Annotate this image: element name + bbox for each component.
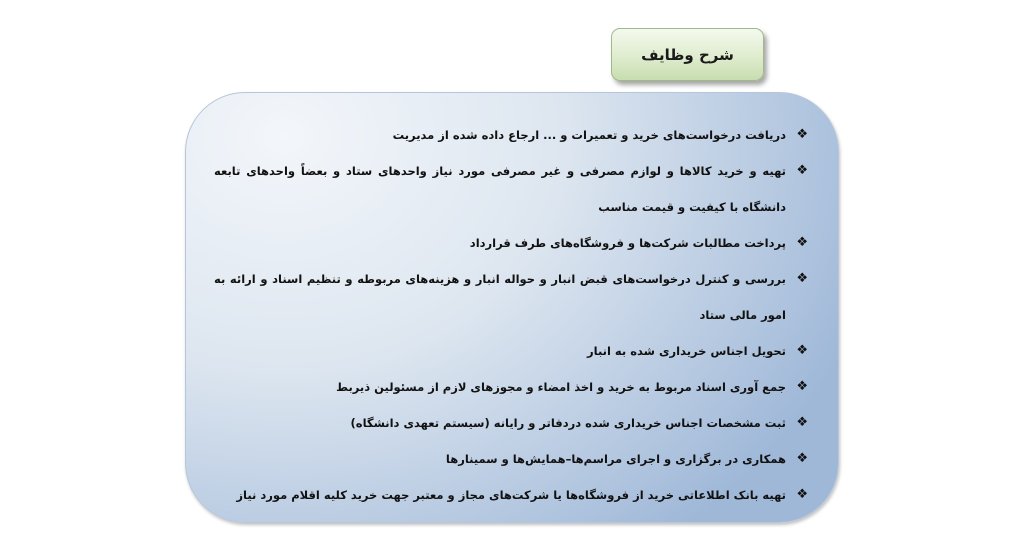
duty-item [214, 261, 808, 333]
diamond-bullet-icon: ❖ [796, 163, 808, 178]
duty-text: جمع آوری اسناد مربوط به خرید و اخذ امضاء و مجوزهای لازم از مسئولین ذیربط [336, 380, 786, 394]
duty-text: همکاری در برگزاری و اجرای مراسم‌ها–همایش‌ها و سمینارها [445, 452, 786, 466]
duty-text: تهیه و خرید کالاها و لوازم مصرفی و غیر مصرفی مورد نیاز واحدهای ستاد و بعضاً واحدهای تابعه دانشگاه با کیفیت و قیمت مناسب [214, 164, 786, 214]
duty-item [214, 333, 808, 369]
duty-text: ثبت مشخصات اجناس خریداری شده دردفاتر و رایانه (سیستم تعهدی دانشگاه) [350, 416, 786, 430]
duty-text: پرداخت مطالبات شرکت‌ها و فروشگاه‌های طرف قرارداد [469, 236, 786, 250]
diamond-bullet-icon: ❖ [796, 235, 808, 250]
duty-item [214, 477, 808, 513]
diamond-bullet-icon: ❖ [796, 451, 808, 466]
page-title: شرح وظایف [641, 45, 734, 64]
diamond-bullet-icon: ❖ [796, 415, 808, 430]
diamond-bullet-icon: ❖ [796, 487, 808, 502]
duty-item [214, 153, 808, 225]
duties-list [214, 117, 808, 513]
duty-item [214, 441, 808, 477]
duty-item [214, 405, 808, 441]
duties-panel [185, 92, 839, 523]
duty-text: دریافت درخواست‌های خرید و تعمیرات و ... ارجاع داده شده از مدیریت [392, 128, 786, 142]
duty-item [214, 225, 808, 261]
diamond-bullet-icon: ❖ [796, 379, 808, 394]
diamond-bullet-icon: ❖ [796, 343, 808, 358]
title-box [611, 28, 764, 81]
duty-text: تحویل اجناس خریداری شده به انبار [587, 344, 786, 358]
diamond-bullet-icon: ❖ [796, 271, 808, 286]
duty-text: تهیه بانک اطلاعاتی خرید از فروشگاه‌ها یا شرکت‌های مجاز و معتبر جهت خرید کلیه اقلام مورد نیاز [236, 488, 786, 502]
duty-item [214, 117, 808, 153]
duty-text: بررسی و کنترل درخواست‌های قبض انبار و حواله انبار و هزینه‌های مربوطه و تنظیم اسناد و ارائه به امور مالی ستاد [214, 272, 786, 322]
duty-item [214, 369, 808, 405]
diamond-bullet-icon: ❖ [796, 127, 808, 142]
